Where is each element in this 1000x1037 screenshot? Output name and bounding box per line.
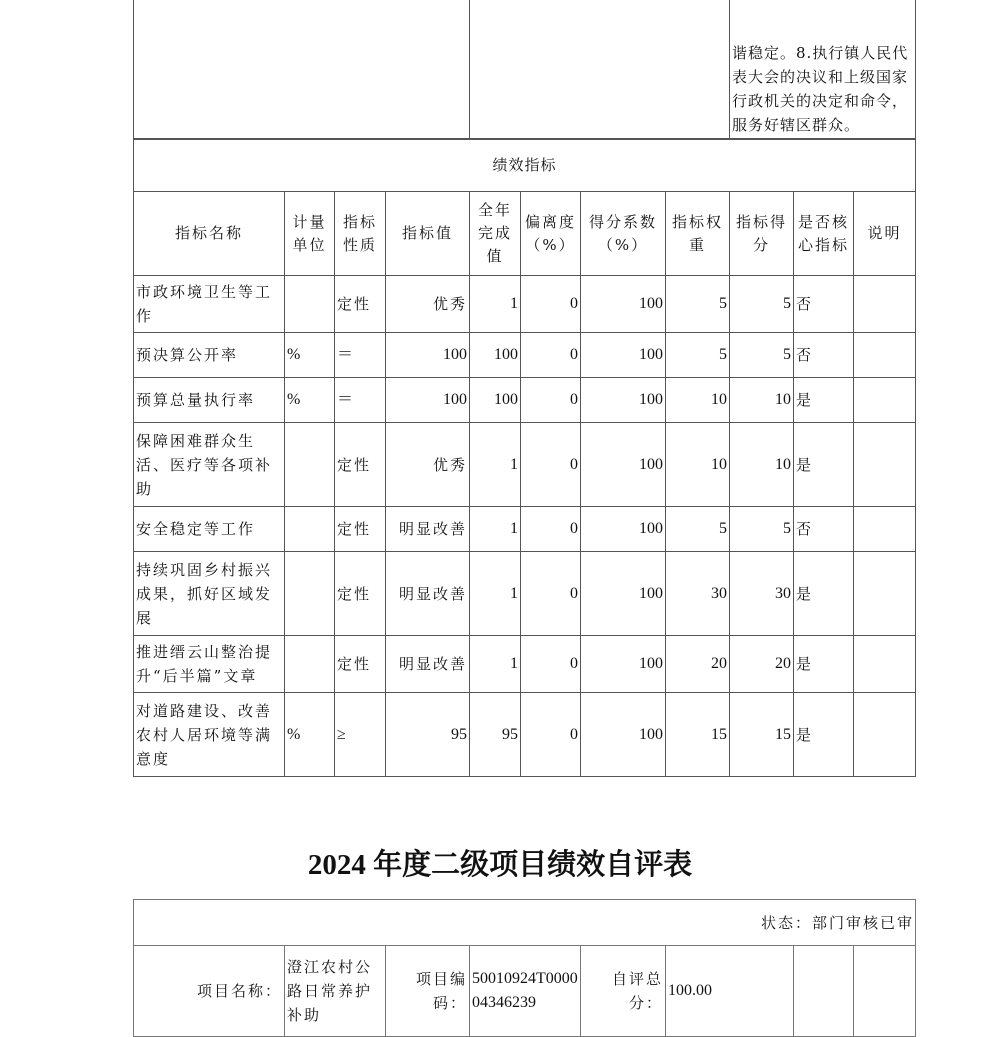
- indicator-score-cell: 5: [730, 507, 794, 552]
- project-form-table: [133, 899, 916, 1037]
- indicator-note-cell: [854, 636, 916, 693]
- indicator-actual-cell: 1: [470, 423, 521, 507]
- indicator-coefficient-cell: 100: [581, 636, 666, 693]
- indicator-core-cell: 是: [794, 552, 854, 636]
- self-score-label: 自评总分：: [581, 946, 666, 1037]
- header-score: 指标得分: [730, 192, 794, 276]
- indicator-nature-cell: 定性: [335, 636, 386, 693]
- indicator-target-cell: 95: [386, 693, 470, 777]
- indicator-note-cell: [854, 276, 916, 333]
- indicator-weight-cell: 15: [666, 693, 730, 777]
- indicator-deviation-cell: 0: [521, 693, 581, 777]
- indicator-note-cell: [854, 507, 916, 552]
- indicator-deviation-cell: 0: [521, 378, 581, 423]
- goal-blank-cell-2: [470, 0, 730, 140]
- indicator-deviation-cell: 0: [521, 507, 581, 552]
- indicator-name-cell: 持续巩固乡村振兴成果，抓好区域发展: [134, 552, 285, 636]
- header-unit: 计量单位: [285, 192, 335, 276]
- indicators-header-row: [134, 192, 916, 276]
- indicator-target-cell: 明显改善: [386, 507, 470, 552]
- indicator-actual-cell: 100: [470, 378, 521, 423]
- indicator-name-cell: 保障困难群众生活、医疗等各项补助: [134, 423, 285, 507]
- indicator-actual-cell: 1: [470, 507, 521, 552]
- indicator-deviation-cell: 0: [521, 276, 581, 333]
- indicator-name-cell: 安全稳定等工作: [134, 507, 285, 552]
- indicator-nature-cell: 定性: [335, 276, 386, 333]
- form-title: 2024 年度二级项目绩效自评表: [307, 849, 693, 881]
- indicator-name-cell: 预决算公开率: [134, 333, 285, 378]
- indicator-coefficient-cell: 100: [581, 333, 666, 378]
- indicator-row: [134, 333, 916, 378]
- project-name-value: 澄江农村公路日常养护补助: [285, 946, 386, 1037]
- indicator-nature-cell: ≥: [335, 693, 386, 777]
- indicator-core-cell: 是: [794, 636, 854, 693]
- indicator-note-cell: [854, 378, 916, 423]
- goal-blank-cell-1: [134, 0, 470, 140]
- indicator-row: [134, 423, 916, 507]
- indicator-weight-cell: 5: [666, 507, 730, 552]
- indicator-row: [134, 378, 916, 423]
- header-core: 是否核心指标: [794, 192, 854, 276]
- indicator-name-cell: 市政环境卫生等工作: [134, 276, 285, 333]
- self-score-value: 100.00: [666, 946, 794, 1037]
- header-actual: 全年完成值: [470, 192, 521, 276]
- indicator-note-cell: [854, 423, 916, 507]
- indicator-deviation-cell: 0: [521, 423, 581, 507]
- indicator-row: [134, 636, 916, 693]
- indicator-nature-cell: 定性: [335, 507, 386, 552]
- indicator-deviation-cell: 0: [521, 333, 581, 378]
- blank-cell-1: [794, 946, 854, 1037]
- indicator-weight-cell: 10: [666, 423, 730, 507]
- indicator-coefficient-cell: 100: [581, 378, 666, 423]
- indicator-core-cell: 是: [794, 693, 854, 777]
- indicator-note-cell: [854, 333, 916, 378]
- indicator-score-cell: 15: [730, 693, 794, 777]
- indicator-target-cell: 优秀: [386, 276, 470, 333]
- indicator-name-cell: 对道路建设、改善农村人居环境等满意度: [134, 693, 285, 777]
- indicator-unit-cell: %: [285, 693, 335, 777]
- indicator-weight-cell: 5: [666, 276, 730, 333]
- indicator-score-cell: 10: [730, 423, 794, 507]
- indicator-core-cell: 否: [794, 276, 854, 333]
- header-coefficient: 得分系数（%）: [581, 192, 666, 276]
- indicator-weight-cell: 5: [666, 333, 730, 378]
- indicator-actual-cell: 1: [470, 552, 521, 636]
- indicator-row: [134, 507, 916, 552]
- header-note: 说明: [854, 192, 916, 276]
- indicator-score-cell: 30: [730, 552, 794, 636]
- blank-cell-2: [854, 946, 916, 1037]
- indicator-row: [134, 552, 916, 636]
- indicator-weight-cell: 30: [666, 552, 730, 636]
- indicator-actual-cell: 95: [470, 693, 521, 777]
- indicator-weight-cell: 10: [666, 378, 730, 423]
- indicator-name-cell: 推进缙云山整治提升“后半篇”文章: [134, 636, 285, 693]
- indicator-nature-cell: ＝: [335, 333, 386, 378]
- indicator-score-cell: 20: [730, 636, 794, 693]
- header-weight: 指标权重: [666, 192, 730, 276]
- performance-indicators-table: [133, 138, 916, 777]
- indicator-core-cell: 否: [794, 333, 854, 378]
- indicator-nature-cell: ＝: [335, 378, 386, 423]
- goal-continuation-table: [133, 0, 916, 140]
- indicators-section-row: [134, 139, 916, 192]
- indicator-coefficient-cell: 100: [581, 552, 666, 636]
- indicator-core-cell: 是: [794, 423, 854, 507]
- indicator-target-cell: 明显改善: [386, 552, 470, 636]
- indicator-name-cell: 预算总量执行率: [134, 378, 285, 423]
- indicator-unit-cell: %: [285, 378, 335, 423]
- indicator-target-cell: 100: [386, 378, 470, 423]
- indicator-row: [134, 276, 916, 333]
- header-target: 指标值: [386, 192, 470, 276]
- indicator-unit-cell: [285, 276, 335, 333]
- indicator-score-cell: 5: [730, 276, 794, 333]
- indicator-note-cell: [854, 693, 916, 777]
- indicator-weight-cell: 20: [666, 636, 730, 693]
- indicator-score-cell: 5: [730, 333, 794, 378]
- indicator-core-cell: 是: [794, 378, 854, 423]
- project-code-value: 50010924T000004346239: [470, 946, 581, 1037]
- indicator-target-cell: 100: [386, 333, 470, 378]
- indicator-coefficient-cell: 100: [581, 423, 666, 507]
- indicator-nature-cell: 定性: [335, 423, 386, 507]
- indicators-section-title: 绩效指标: [134, 139, 916, 192]
- indicator-score-cell: 10: [730, 378, 794, 423]
- indicator-core-cell: 否: [794, 507, 854, 552]
- indicator-coefficient-cell: 100: [581, 507, 666, 552]
- project-code-label: 项目编码：: [386, 946, 470, 1037]
- indicator-unit-cell: [285, 423, 335, 507]
- indicator-unit-cell: [285, 636, 335, 693]
- indicator-unit-cell: [285, 552, 335, 636]
- project-name-label: 项目名称：: [134, 946, 285, 1037]
- project-info-row: [134, 946, 916, 1037]
- status-badge: 状态：部门审核已审: [134, 900, 916, 946]
- goal-row: [134, 0, 916, 140]
- indicator-coefficient-cell: 100: [581, 276, 666, 333]
- status-row: [134, 900, 916, 946]
- indicator-nature-cell: 定性: [335, 552, 386, 636]
- indicator-unit-cell: %: [285, 333, 335, 378]
- indicator-target-cell: 明显改善: [386, 636, 470, 693]
- indicator-deviation-cell: 0: [521, 552, 581, 636]
- indicator-target-cell: 优秀: [386, 423, 470, 507]
- indicator-actual-cell: 1: [470, 276, 521, 333]
- goal-text-cell: 谐稳定。8.执行镇人民代表大会的决议和上级国家行政机关的决定和命令，服务好辖区群众。: [730, 0, 916, 140]
- indicator-row: [134, 693, 916, 777]
- indicator-note-cell: [854, 552, 916, 636]
- indicator-unit-cell: [285, 507, 335, 552]
- indicator-rows: [134, 276, 916, 777]
- indicator-actual-cell: 1: [470, 636, 521, 693]
- indicator-actual-cell: 100: [470, 333, 521, 378]
- indicator-deviation-cell: 0: [521, 636, 581, 693]
- indicator-coefficient-cell: 100: [581, 693, 666, 777]
- header-deviation: 偏离度（%）: [521, 192, 581, 276]
- header-nature: 指标性质: [335, 192, 386, 276]
- header-name: 指标名称: [134, 192, 285, 276]
